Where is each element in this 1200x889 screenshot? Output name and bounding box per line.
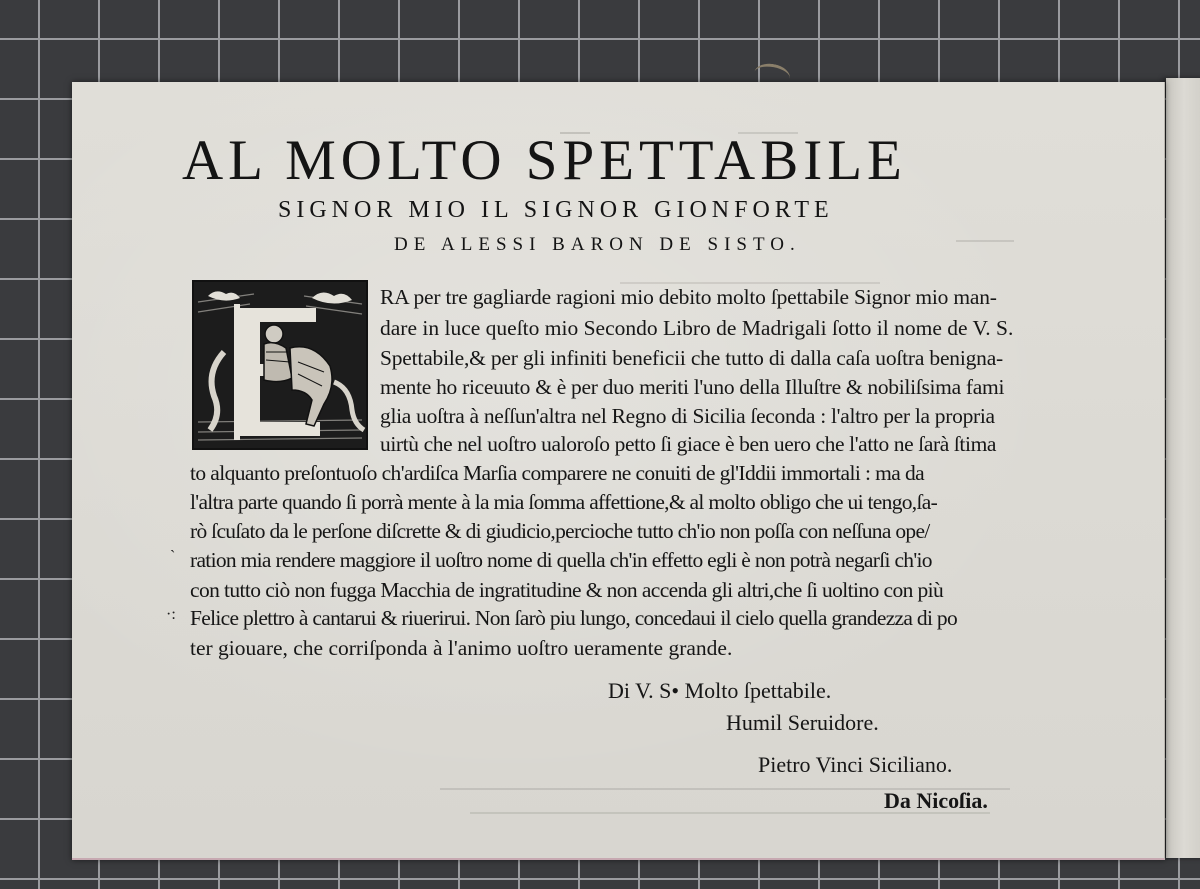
closing-servant: Humil Seruidore.	[726, 710, 879, 735]
closing-signature: Pietro Vinci Siciliano.	[758, 752, 953, 777]
letter-line: ration mia rendere maggiore il uoſtro nome di quella ch'in effetto egli è non potrà negarſi ch'io	[190, 548, 932, 572]
letter-line: con tutto ciò non fugga Macchia de ingratitudine & non accenda gli altri,che ſi uoltino con più	[190, 578, 944, 602]
woodcut-illustration	[194, 282, 366, 448]
letter-line: Spettabile,& per gli infiniti beneficii che tutto di dalla caſa uoſtra benigna-	[380, 346, 1004, 370]
letter-line: Felice plettro à cantarui & riuerirui. Non ſarò piu lungo, concedaui il cielo quella grandezza di po	[190, 606, 957, 630]
dedication-subtitle: SIGNOR MIO IL SIGNOR GIONFORTE	[278, 197, 834, 223]
margin-mark: ·:	[166, 606, 176, 623]
dedication-subtitle-second-line: DE ALESSI BARON DE SISTO.	[394, 234, 801, 255]
letter-line: rò ſcuſato da le perſone diſcrette & di giudicio,percioche tutto ch'io non poſſa con neſſuna ope/	[190, 519, 930, 543]
letter-line: ter giouare, che corriſponda à l'animo uoſtro ueramente grande.	[190, 636, 733, 660]
closing-place: Da Nicoſia.	[884, 788, 988, 813]
woodcut-initial-e-illustration	[192, 280, 368, 450]
letter-line: mente ho riceuuto & è per duo meriti l'uno della Illuſtre & nobiliſsima fami	[380, 375, 1005, 399]
letter-line: RA per tre gagliarde ragioni mio debito molto ſpettabile Signor mio man-	[380, 285, 997, 309]
letter-line: glia uoſtra à neſſun'altra nel Regno di Sicilia ſeconda : l'altro per la propria	[380, 404, 995, 428]
letter-line: dare in luce queſto mio Secondo Libro de Madrigali ſotto il nome de V. S.	[380, 316, 1014, 340]
letter-line: l'altra parte quando ſi porrà mente à la mia ſomma affettione,& al molto obligo che ui tengo,ſa-	[190, 490, 938, 514]
letter-line: to alquanto preſontuoſo ch'ardiſca Marſia comparere ne conuiti de gl'Iddii immortali : ma da	[190, 461, 925, 485]
closing-greeting: Di V. S• Molto ſpettabile.	[608, 678, 832, 703]
next-page-edge	[1166, 78, 1200, 858]
margin-mark: ˎ	[170, 536, 176, 553]
dedication-title: AL MOLTO SPETTABILE	[182, 129, 907, 192]
bleed-through-mark	[620, 272, 880, 284]
letter-line: uirtù che nel uoſtro ualoroſo petto ſi giace è ben uero che l'atto ne ſarà ſtima	[380, 432, 997, 456]
bleed-through-mark	[956, 228, 1014, 242]
